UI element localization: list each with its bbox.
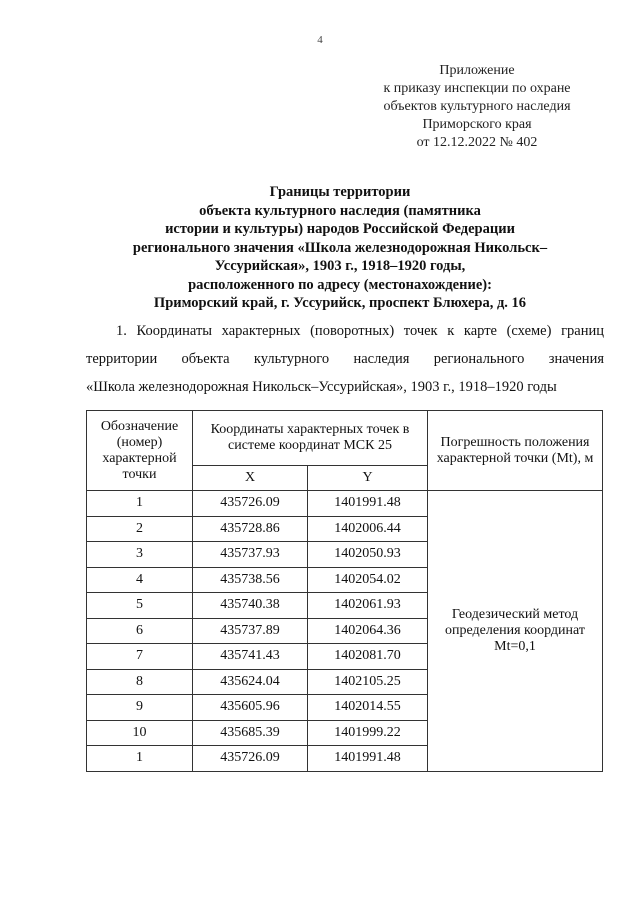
annex-header	[352, 62, 602, 152]
cell-x: 435726.09	[193, 491, 308, 517]
cell-point: 1	[87, 491, 193, 517]
cell-x: 435605.96	[193, 695, 308, 721]
header-coordinates: Координаты характерных точек в системе координат МСК 25	[193, 411, 428, 466]
cell-y: 1402064.36	[308, 618, 428, 644]
table-row	[87, 491, 603, 517]
cell-x: 435685.39	[193, 720, 308, 746]
cell-point: 10	[87, 720, 193, 746]
annex-line: объектов культурного наследия	[383, 99, 571, 114]
paragraph-line-1: 1. Координаты характерных (поворотных) точек к карте (схеме) границ	[116, 323, 604, 339]
title-line: Приморский край, г. Уссурийск, проспект Блюхера, д. 16	[153, 295, 527, 311]
cell-y: 1402081.70	[308, 644, 428, 670]
cell-point: 7	[87, 644, 193, 670]
cell-point: 1	[87, 746, 193, 772]
cell-point: 5	[87, 593, 193, 619]
cell-error-note: Геодезический метод определения координат Mt=0,1	[428, 491, 603, 772]
cell-y: 1402006.44	[308, 516, 428, 542]
header-y: Y	[308, 466, 428, 491]
cell-point: 3	[87, 542, 193, 568]
cell-y: 1402014.55	[308, 695, 428, 721]
title-line: регионального значения «Школа железнодорожная Никольск–	[132, 239, 548, 256]
cell-point: 8	[87, 669, 193, 695]
cell-x: 435728.86	[193, 516, 308, 542]
annex-line: Приморского края	[422, 117, 532, 132]
cell-point: 9	[87, 695, 193, 721]
paragraph-line-2: территории объекта культурного наследия регионального значения	[86, 351, 604, 367]
cell-y: 1401999.22	[308, 720, 428, 746]
cell-x: 435737.89	[193, 618, 308, 644]
coordinates-table	[86, 410, 603, 772]
cell-x: 435738.56	[193, 567, 308, 593]
page-number: 4	[317, 34, 323, 46]
annex-line: от 12.12.2022 № 402	[416, 135, 538, 150]
cell-y: 1402105.25	[308, 669, 428, 695]
cell-point: 2	[87, 516, 193, 542]
cell-point: 4	[87, 567, 193, 593]
cell-y: 1401991.48	[308, 746, 428, 772]
document-title	[60, 183, 620, 313]
cell-x: 435740.38	[193, 593, 308, 619]
cell-y: 1402050.93	[308, 542, 428, 568]
title-line: объекта культурного наследия (памятника	[199, 202, 481, 219]
cell-y: 1401991.48	[308, 491, 428, 517]
header-error: Погрешность положения характерной точки (Mt), м	[428, 411, 603, 491]
cell-x: 435726.09	[193, 746, 308, 772]
title-line: Уссурийская», 1903 г., 1918–1920 годы,	[214, 258, 466, 274]
cell-point: 6	[87, 618, 193, 644]
title-line: Границы территории	[269, 184, 411, 200]
cell-x: 435741.43	[193, 644, 308, 670]
header-x: X	[193, 466, 308, 491]
cell-x: 435737.93	[193, 542, 308, 568]
paragraph-line-3: «Школа железнодорожная Никольск–Уссурийская», 1903 г., 1918–1920 годы	[86, 379, 557, 395]
annex-line: Приложение	[439, 63, 515, 78]
cell-x: 435624.04	[193, 669, 308, 695]
title-line: истории и культуры) народов Российской Федерации	[165, 221, 515, 237]
annex-line: к приказу инспекции по охране	[383, 81, 571, 96]
header-point-designation: Обозначение (номер) характерной точки	[87, 411, 193, 491]
cell-y: 1402054.02	[308, 567, 428, 593]
cell-y: 1402061.93	[308, 593, 428, 619]
title-line: расположенного по адресу (местонахождение):	[188, 276, 492, 293]
